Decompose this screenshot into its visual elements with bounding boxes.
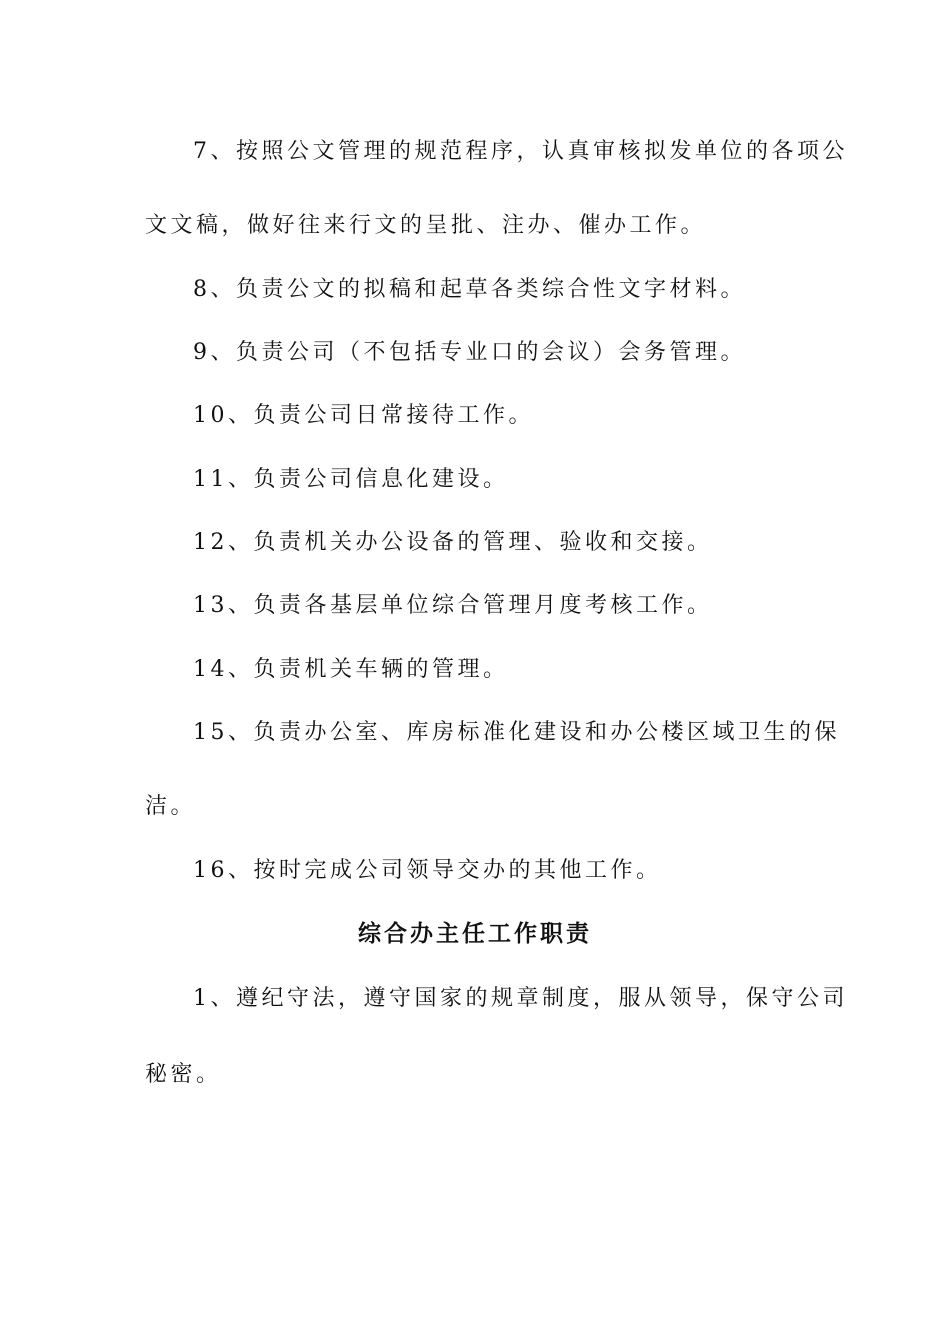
item-15-line-2: 洁。 <box>145 794 197 819</box>
item-8: 8、负责公文的拟稿和起草各类综合性文字材料。 <box>193 277 746 302</box>
item-7-line-2: 文文稿，做好往来行文的呈批、注办、催办工作。 <box>145 213 707 238</box>
item-14: 14、负责机关车辆的管理。 <box>193 657 509 682</box>
duty-1-line-2: 秘密。 <box>145 1062 222 1087</box>
item-11: 11、负责公司信息化建设。 <box>193 467 509 492</box>
item-9: 9、负责公司（不包括专业口的会议）会务管理。 <box>193 340 746 365</box>
item-15-line-1: 15、负责办公室、库房标准化建设和办公楼区域卫生的保 <box>193 720 840 745</box>
duty-1-line-1: 1、遵纪守法，遵守国家的规章制度，服从领导，保守公司 <box>193 986 848 1011</box>
item-16: 16、按时完成公司领导交办的其他工作。 <box>193 858 662 883</box>
item-12: 12、负责机关办公设备的管理、验收和交接。 <box>193 530 713 555</box>
item-13: 13、负责各基层单位综合管理月度考核工作。 <box>193 593 713 618</box>
item-10: 10、负责公司日常接待工作。 <box>193 403 534 428</box>
item-7-line-1: 7、按照公文管理的规范程序，认真审核拟发单位的各项公 <box>193 139 848 164</box>
section-title: 综合办主任工作职责 <box>358 920 592 947</box>
